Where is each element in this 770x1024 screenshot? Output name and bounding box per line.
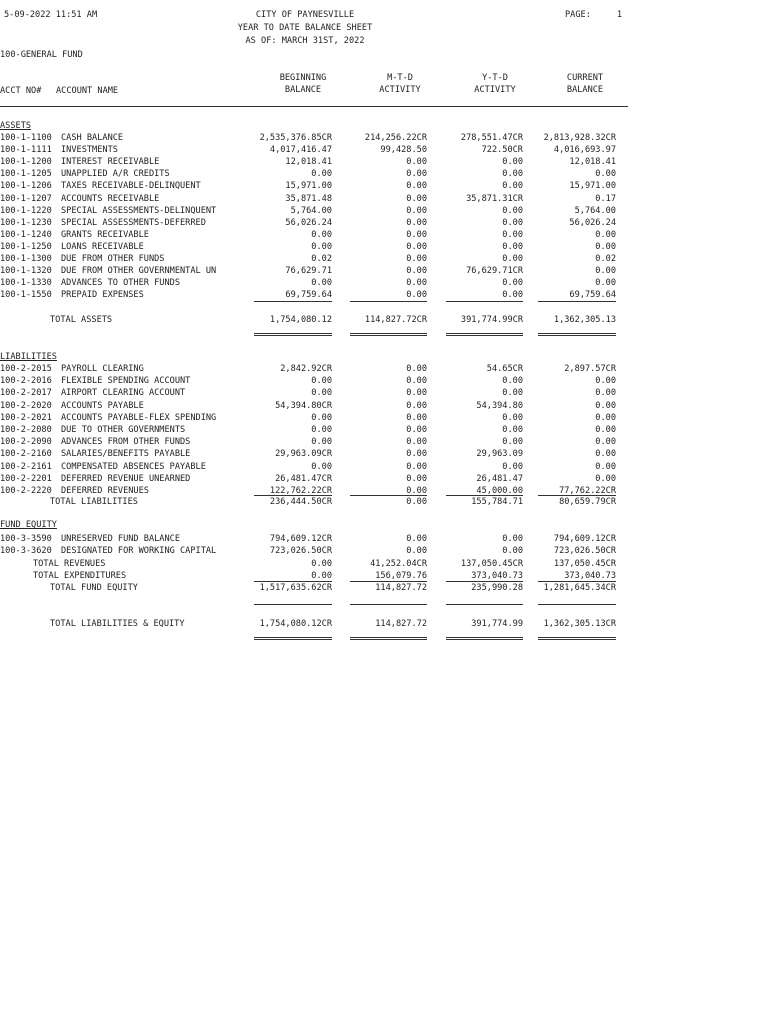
total-double-rule-ytd [446, 637, 523, 640]
total-fund-equity-mtd: 114,827.72 [375, 583, 427, 593]
account-number: 100-2-2160 [0, 449, 52, 460]
equity-subtotal-mtd: 41,252.04CR [370, 559, 427, 569]
total-double-rule-ytd [446, 333, 523, 336]
amount-ytd: 0.00 [502, 546, 523, 557]
account-name: DEFERRED REVENUES [61, 486, 149, 496]
amount-ytd: 0.00 [502, 437, 523, 448]
total-liabilities-beg: 236,444.50CR [269, 497, 332, 507]
col-current-line1: CURRENT [566, 73, 604, 83]
amount-beg: 54,394.80CR [275, 400, 332, 411]
account-number: 100-1-1200 [0, 157, 52, 168]
total-double-rule-beg [254, 637, 332, 640]
account-name: CASH BALANCE [61, 133, 124, 143]
amount-mtd: 0.00 [406, 425, 427, 435]
amount-ytd: 0.00 [502, 181, 523, 192]
total-fund-equity-cur: 1,281,645.34CR [543, 583, 616, 593]
report-title: YEAR TO DATE BALANCE SHEET [237, 23, 373, 33]
total-double-rule-cur [538, 333, 616, 336]
account-number: 100-2-2080 [0, 425, 52, 435]
total-assets-mtd: 114,827.72CR [364, 315, 427, 325]
amount-cur: 2,897.57CR [564, 364, 616, 374]
amount-ytd: 0.00 [502, 157, 523, 168]
amount-cur: 0.00 [595, 473, 616, 484]
amount-cur: 723,026.50CR [553, 546, 616, 557]
total-liabilities-equity-label: TOTAL LIABILITIES & EQUITY [50, 619, 185, 629]
account-number: 100-2-2220 [0, 486, 52, 496]
amount-beg: 0.00 [311, 241, 332, 252]
amount-mtd: 0.00 [406, 461, 427, 472]
account-name: SALARIES/BENEFITS PAYABLE [61, 449, 191, 460]
amount-cur: 0.00 [595, 229, 616, 240]
total-assets-cur: 1,362,305.13 [553, 315, 616, 325]
amount-ytd: 0.00 [502, 241, 523, 252]
equity-subtotal-label: TOTAL EXPENDITURES [33, 571, 127, 582]
account-number: 100-2-2201 [0, 473, 52, 484]
amount-mtd: 0.00 [406, 193, 427, 204]
amount-cur: 77,762.22CR [559, 486, 616, 496]
grand-total-mtd: 114,827.72 [375, 619, 427, 629]
account-number: 100-2-2016 [0, 376, 52, 387]
account-number: 100-1-1100 [0, 133, 52, 143]
amount-cur: 0.17 [595, 193, 616, 204]
account-name: DUE FROM OTHER FUNDS [61, 254, 165, 264]
report-datetime: 5-09-2022 11:51 AM [4, 10, 98, 20]
amount-ytd: 0.00 [502, 290, 523, 301]
col-name-header: ACCOUNT NAME [56, 86, 119, 96]
section-heading-equity: FUND EQUITY [0, 520, 57, 530]
amount-beg: 0.00 [311, 278, 332, 289]
subtotal-rule-mtd [350, 495, 427, 496]
amount-ytd: 0.00 [502, 205, 523, 216]
account-name: UNRESERVED FUND BALANCE [61, 534, 180, 544]
account-number: 100-1-1230 [0, 217, 52, 228]
col-beginning-line1: BEGINNING [279, 73, 327, 83]
report-as-of: AS OF: MARCH 31ST, 2022 [245, 36, 365, 46]
amount-cur: 12,018.41 [569, 157, 616, 168]
amount-cur: 0.00 [595, 400, 616, 411]
equity-subtotal-beg: 0.00 [311, 559, 332, 569]
amount-beg: 4,017,416.47 [269, 145, 332, 156]
total-double-rule-mtd [350, 333, 427, 336]
amount-cur: 0.00 [595, 461, 616, 472]
amount-ytd: 0.00 [502, 229, 523, 240]
subtotal-rule-ytd [446, 604, 523, 605]
account-number: 100-1-1550 [0, 290, 52, 301]
amount-ytd: 0.00 [502, 461, 523, 472]
amount-mtd: 0.00 [406, 266, 427, 277]
subtotal-rule-cur [538, 495, 616, 496]
amount-mtd: 0.00 [406, 254, 427, 264]
amount-beg: 0.00 [311, 169, 332, 180]
account-number: 100-1-1250 [0, 241, 52, 252]
account-number: 100-1-1111 [0, 145, 52, 156]
subtotal-rule-cur [538, 581, 616, 582]
amount-ytd: 76,629.71CR [466, 266, 523, 277]
account-name: GRANTS RECEIVABLE [61, 229, 149, 240]
page-label: PAGE: [565, 10, 591, 20]
subtotal-rule-mtd [350, 604, 427, 605]
amount-beg: 12,018.41 [285, 157, 332, 168]
amount-mtd: 0.00 [406, 290, 427, 301]
amount-cur: 15,971.00 [569, 181, 616, 192]
amount-ytd: 0.00 [502, 254, 523, 264]
amount-ytd: 0.00 [502, 376, 523, 387]
total-fund-equity-label: TOTAL FUND EQUITY [50, 583, 138, 593]
account-number: 100-2-2161 [0, 461, 52, 472]
amount-beg: 794,609.12CR [269, 534, 332, 544]
amount-cur: 0.00 [595, 437, 616, 448]
account-number: 100-1-1300 [0, 254, 52, 264]
amount-beg: 723,026.50CR [269, 546, 332, 557]
amount-beg: 56,026.24 [285, 217, 332, 228]
account-name: ACCOUNTS PAYABLE-FLEX SPENDING [61, 412, 217, 423]
fund-name: 100-GENERAL FUND [0, 50, 83, 60]
amount-ytd: 54.65CR [486, 364, 523, 374]
grand-total-beg: 1,754,080.12CR [259, 619, 332, 629]
subtotal-rule-beg [254, 604, 332, 605]
subtotal-rule-ytd [446, 495, 523, 496]
amount-beg: 0.00 [311, 388, 332, 399]
account-number: 100-2-2017 [0, 388, 52, 399]
account-name: DEFERRED REVENUE UNEARNED [61, 473, 191, 484]
total-fund-equity-ytd: 235,990.28 [471, 583, 523, 593]
amount-mtd: 0.00 [406, 449, 427, 460]
header-rule [0, 106, 628, 107]
amount-cur: 56,026.24 [569, 217, 616, 228]
amount-beg: 0.00 [311, 376, 332, 387]
amount-beg: 29,963.09CR [275, 449, 332, 460]
amount-mtd: 0.00 [406, 241, 427, 252]
account-number: 100-1-1205 [0, 169, 52, 180]
account-name: TAXES RECEIVABLE-DELINQUENT [61, 181, 201, 192]
amount-mtd: 0.00 [406, 364, 427, 374]
amount-beg: 69,759.64 [285, 290, 332, 301]
amount-ytd: 722.50CR [481, 145, 523, 156]
amount-mtd: 0.00 [406, 278, 427, 289]
equity-subtotal-mtd: 156,079.76 [375, 571, 427, 582]
account-number: 100-2-2090 [0, 437, 52, 448]
account-name: INVESTMENTS [61, 145, 118, 156]
account-name: ADVANCES FROM OTHER FUNDS [61, 437, 191, 448]
amount-ytd: 29,963.09 [476, 449, 523, 460]
account-name: PAYROLL CLEARING [61, 364, 144, 374]
amount-beg: 35,871.48 [285, 193, 332, 204]
equity-subtotal-ytd: 137,050.45CR [460, 559, 523, 569]
amount-cur: 0.00 [595, 278, 616, 289]
account-name: COMPENSATED ABSENCES PAYABLE [61, 461, 206, 472]
grand-total-ytd: 391,774.99 [471, 619, 523, 629]
amount-beg: 5,764.00 [290, 205, 332, 216]
col-mtd-header [355, 72, 445, 96]
amount-mtd: 0.00 [406, 534, 427, 544]
amount-mtd: 99,428.50 [380, 145, 427, 156]
amount-mtd: 0.00 [406, 388, 427, 399]
account-name: LOANS RECEIVABLE [61, 241, 144, 252]
account-number: 100-2-2021 [0, 412, 52, 423]
page-number: 1 [616, 10, 622, 20]
col-current-header [540, 72, 630, 96]
amount-beg: 0.00 [311, 412, 332, 423]
amount-mtd: 0.00 [406, 217, 427, 228]
account-number: 100-3-3620 [0, 546, 52, 557]
account-number: 100-1-1320 [0, 266, 52, 277]
amount-mtd: 0.00 [406, 412, 427, 423]
amount-mtd: 0.00 [406, 473, 427, 484]
account-number: 100-1-1240 [0, 229, 52, 240]
account-name: AIRPORT CLEARING ACCOUNT [61, 388, 186, 399]
amount-mtd: 0.00 [406, 546, 427, 557]
amount-mtd: 0.00 [406, 229, 427, 240]
account-name: PREPAID EXPENSES [61, 290, 144, 301]
col-mtd-line2: ACTIVITY [379, 85, 421, 95]
col-mtd-line1: M-T-D [387, 73, 413, 83]
amount-beg: 2,842.92CR [280, 364, 332, 374]
account-name: SPECIAL ASSESSMENTS-DELINQUENT [61, 205, 217, 216]
total-liabilities-mtd: 0.00 [406, 497, 427, 507]
amount-cur: 0.00 [595, 412, 616, 423]
amount-ytd: 0.00 [502, 217, 523, 228]
total-assets-ytd: 391,774.99CR [460, 315, 523, 325]
amount-beg: 15,971.00 [285, 181, 332, 192]
total-double-rule-mtd [350, 637, 427, 640]
amount-beg: 0.00 [311, 425, 332, 435]
amount-cur: 0.00 [595, 388, 616, 399]
col-ytd-line1: Y-T-D [482, 73, 508, 83]
amount-beg: 0.00 [311, 229, 332, 240]
amount-ytd: 45,000.00 [476, 486, 523, 496]
account-number: 100-3-3590 [0, 534, 52, 544]
amount-beg: 0.00 [311, 437, 332, 448]
account-name: ACCOUNTS PAYABLE [61, 400, 144, 411]
section-heading-liabilities: LIABILITIES [0, 352, 57, 362]
amount-cur: 4,016,693.97 [553, 145, 616, 156]
amount-beg: 0.00 [311, 461, 332, 472]
amount-ytd: 0.00 [502, 534, 523, 544]
amount-cur: 0.02 [595, 254, 616, 264]
subtotal-rule-cur [538, 301, 616, 302]
equity-subtotal-label: TOTAL REVENUES [33, 559, 106, 569]
amount-cur: 0.00 [595, 241, 616, 252]
account-name: DUE FROM OTHER GOVERNMENTAL UN [61, 266, 217, 277]
amount-ytd: 26,481.47 [476, 473, 523, 484]
amount-cur: 0.00 [595, 376, 616, 387]
section-heading-assets: ASSETS [0, 121, 32, 131]
account-name: ACCOUNTS RECEIVABLE [61, 193, 160, 204]
equity-subtotal-beg: 0.00 [311, 571, 332, 582]
col-beginning-header [258, 72, 348, 96]
amount-mtd: 0.00 [406, 181, 427, 192]
equity-subtotal-cur: 373,040.73 [564, 571, 616, 582]
total-fund-equity-beg: 1,517,635.62CR [259, 583, 332, 593]
amount-cur: 69,759.64 [569, 290, 616, 301]
amount-cur: 0.00 [595, 425, 616, 435]
subtotal-rule-ytd [446, 301, 523, 302]
amount-cur: 2,813,928.32CR [543, 133, 616, 143]
total-double-rule-cur [538, 637, 616, 640]
equity-subtotal-cur: 137,050.45CR [553, 559, 616, 569]
col-acct-header: ACCT NO# [0, 86, 42, 96]
total-assets-beg: 1,754,080.12 [269, 315, 332, 325]
subtotal-rule-beg [254, 495, 332, 496]
amount-mtd: 214,256.22CR [364, 133, 427, 143]
account-name: FLEXIBLE SPENDING ACCOUNT [61, 376, 191, 387]
amount-cur: 0.00 [595, 266, 616, 277]
subtotal-rule-ytd [446, 581, 523, 582]
total-liabilities-label: TOTAL LIABILITIES [50, 497, 138, 507]
amount-mtd: 0.00 [406, 437, 427, 448]
amount-ytd: 35,871.31CR [466, 193, 523, 204]
total-double-rule-beg [254, 333, 332, 336]
subtotal-rule-mtd [350, 581, 427, 582]
amount-beg: 2,535,376.85CR [259, 133, 332, 143]
amount-ytd: 0.00 [502, 388, 523, 399]
amount-mtd: 0.00 [406, 400, 427, 411]
account-number: 100-1-1207 [0, 193, 52, 204]
grand-total-cur: 1,362,305.13CR [543, 619, 616, 629]
total-liabilities-ytd: 155,784.71 [471, 497, 523, 507]
account-name: DUE TO OTHER GOVERNMENTS [61, 425, 186, 435]
col-ytd-line2: ACTIVITY [474, 85, 516, 95]
amount-ytd: 54,394.80 [476, 400, 523, 411]
subtotal-rule-mtd [350, 301, 427, 302]
amount-ytd: 0.00 [502, 278, 523, 289]
equity-subtotal-ytd: 373,040.73 [471, 571, 523, 582]
amount-cur: 0.00 [595, 169, 616, 180]
account-number: 100-1-1206 [0, 181, 52, 192]
account-number: 100-1-1220 [0, 205, 52, 216]
amount-beg: 26,481.47CR [275, 473, 332, 484]
account-number: 100-1-1330 [0, 278, 52, 289]
subtotal-rule-cur [538, 604, 616, 605]
amount-mtd: 0.00 [406, 376, 427, 387]
col-current-line2: BALANCE [566, 85, 604, 95]
amount-ytd: 0.00 [502, 425, 523, 435]
total-assets-label: TOTAL ASSETS [50, 315, 113, 325]
amount-mtd: 0.00 [406, 205, 427, 216]
org-name: CITY OF PAYNESVILLE [255, 10, 355, 20]
total-liabilities-cur: 80,659.79CR [559, 497, 616, 507]
account-name: UNAPPLIED A/R CREDITS [61, 169, 170, 180]
amount-ytd: 278,551.47CR [460, 133, 523, 143]
amount-ytd: 0.00 [502, 412, 523, 423]
amount-cur: 5,764.00 [574, 205, 616, 216]
amount-mtd: 0.00 [406, 169, 427, 180]
account-number: 100-2-2015 [0, 364, 52, 374]
amount-beg: 122,762.22CR [269, 486, 332, 496]
subtotal-rule-beg [254, 301, 332, 302]
amount-beg: 76,629.71 [285, 266, 332, 277]
account-name: SPECIAL ASSESSMENTS-DEFERRED [61, 217, 206, 228]
amount-mtd: 0.00 [406, 157, 427, 168]
subtotal-rule-beg [254, 581, 332, 582]
col-beginning-line2: BALANCE [284, 85, 322, 95]
amount-beg: 0.02 [311, 254, 332, 264]
account-number: 100-2-2020 [0, 400, 52, 411]
account-name: INTEREST RECEIVABLE [61, 157, 160, 168]
col-ytd-header [450, 72, 540, 96]
account-name: DESIGNATED FOR WORKING CAPITAL [61, 546, 217, 557]
account-name: ADVANCES TO OTHER FUNDS [61, 278, 180, 289]
amount-ytd: 0.00 [502, 169, 523, 180]
amount-mtd: 0.00 [406, 486, 427, 496]
amount-cur: 794,609.12CR [553, 534, 616, 544]
amount-cur: 0.00 [595, 449, 616, 460]
